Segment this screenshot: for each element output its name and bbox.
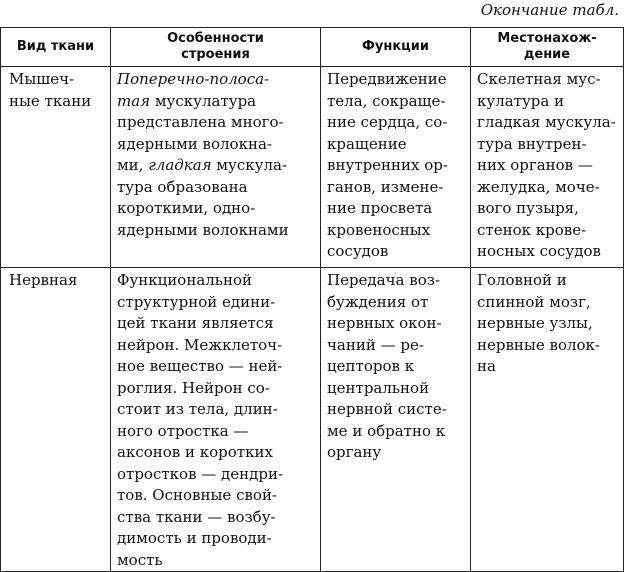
header-location (471, 28, 624, 67)
cell-functions-muscle (321, 67, 471, 268)
cell-line: Мышеч- (9, 70, 75, 88)
cell-location-muscle (471, 67, 624, 268)
cell-line: чаний — ре- (327, 335, 424, 354)
cell-line (117, 155, 314, 177)
cell-line: нейрон. Межклеточ- (117, 335, 283, 354)
cell-line: тела, сокраще- (327, 91, 446, 110)
cell-structure-nervous (111, 268, 321, 572)
cell-line: ное вещество — ней- (117, 357, 283, 375)
cell-line: ства ткани — возбу- (117, 507, 276, 526)
text-run: мускула- (211, 156, 288, 174)
cell-line: структурной едини- (117, 292, 276, 311)
cell-line: димость и проводи- (117, 529, 272, 547)
cell-line: стенок крове- (477, 220, 587, 239)
cell-line: кровеносных (327, 220, 431, 239)
cell-line: ядерными волокнами (117, 220, 289, 239)
cell-line: кулатура и (477, 91, 565, 110)
cell-line: них органов — (477, 156, 593, 174)
cell-line: Скелетная мус- (477, 70, 601, 88)
cell-type-nervous (1, 268, 111, 572)
cell-line: вого пузыря, (477, 199, 579, 217)
cell-line: буждения от (327, 292, 429, 311)
table-continuation-caption: Окончание табл. (480, 1, 619, 19)
cell-line: ние сердца, со- (327, 113, 448, 131)
cell-line: Поперечно-полоса- (117, 70, 270, 88)
header-structure-line1: Особенности (167, 31, 264, 46)
cell-line: на (477, 357, 496, 375)
header-functions: Функции (321, 28, 471, 67)
cell-line: нервных окон- (327, 314, 442, 332)
cell-line: ме и обратно к (327, 421, 446, 440)
cell-line: Функциональной (117, 271, 252, 289)
cell-line: Передвижение (327, 70, 447, 88)
cell-line: ганов, измене- (327, 177, 444, 196)
italic-term: тая (117, 91, 151, 110)
cell-functions-nervous (321, 268, 471, 572)
italic-term: гладкая (148, 156, 212, 174)
cell-line (117, 91, 314, 113)
cell-line: желудка, моче- (477, 177, 600, 196)
cell-line: нервной систе- (327, 400, 447, 418)
cell-line: центральной (327, 378, 430, 397)
cell-line: представлена много- (117, 113, 284, 131)
cell-line: стоит из тела, длин- (117, 400, 278, 418)
cell-line: ные ткани (9, 91, 92, 110)
cell-line: ного отростка — (117, 421, 249, 440)
cell-line: тура внутрен- (477, 134, 587, 153)
cell-line: кращение (327, 134, 407, 153)
cell-line: цей ткани является (117, 314, 274, 332)
text-run: мускулатура (150, 91, 257, 110)
cell-line: мость (117, 550, 163, 569)
cell-line: сосудов (327, 242, 389, 260)
cell-line: цепторов к (327, 357, 415, 375)
cell-line: тов. Основные свой- (117, 486, 278, 504)
cell-line: Головной и (477, 271, 567, 289)
cell-line: ние просвета (327, 199, 433, 217)
cell-line: роглия. Нейрон со- (117, 378, 270, 397)
cell-type-muscle (1, 67, 111, 268)
header-tissue-type: Вид ткани (1, 28, 111, 67)
cell-line: Передача воз- (327, 271, 440, 289)
cell-line: гладкая мускула- (477, 113, 616, 131)
tissue-table (0, 27, 624, 572)
table-row-muscle (1, 67, 624, 268)
cell-line: спинной мозг, (477, 292, 591, 311)
cell-line: органу (327, 443, 382, 461)
cell-line: короткими, одно- (117, 199, 256, 217)
cell-location-nervous (471, 268, 624, 572)
cell-line: носных сосудов (477, 242, 601, 260)
cell-line: нервные узлы, (477, 314, 593, 332)
cell-line: отростков — дендри- (117, 464, 284, 483)
header-location-line1: Местонахож- (497, 31, 597, 46)
header-row (1, 28, 624, 67)
cell-line: тура образована (117, 177, 248, 196)
table-row-nervous (1, 268, 624, 572)
header-location-line2: дение (523, 47, 571, 62)
header-structure-line2: строения (181, 47, 250, 62)
cell-structure-muscle (111, 67, 321, 268)
cell-line: Нервная (9, 271, 78, 289)
header-structure (111, 28, 321, 67)
cell-line: нервные волок- (477, 335, 600, 354)
text-run: ми, (117, 156, 149, 174)
cell-line: ядерными волокна- (117, 134, 272, 153)
cell-line: внутренних ор- (327, 156, 448, 174)
cell-line: аксонов и коротких (117, 443, 273, 461)
